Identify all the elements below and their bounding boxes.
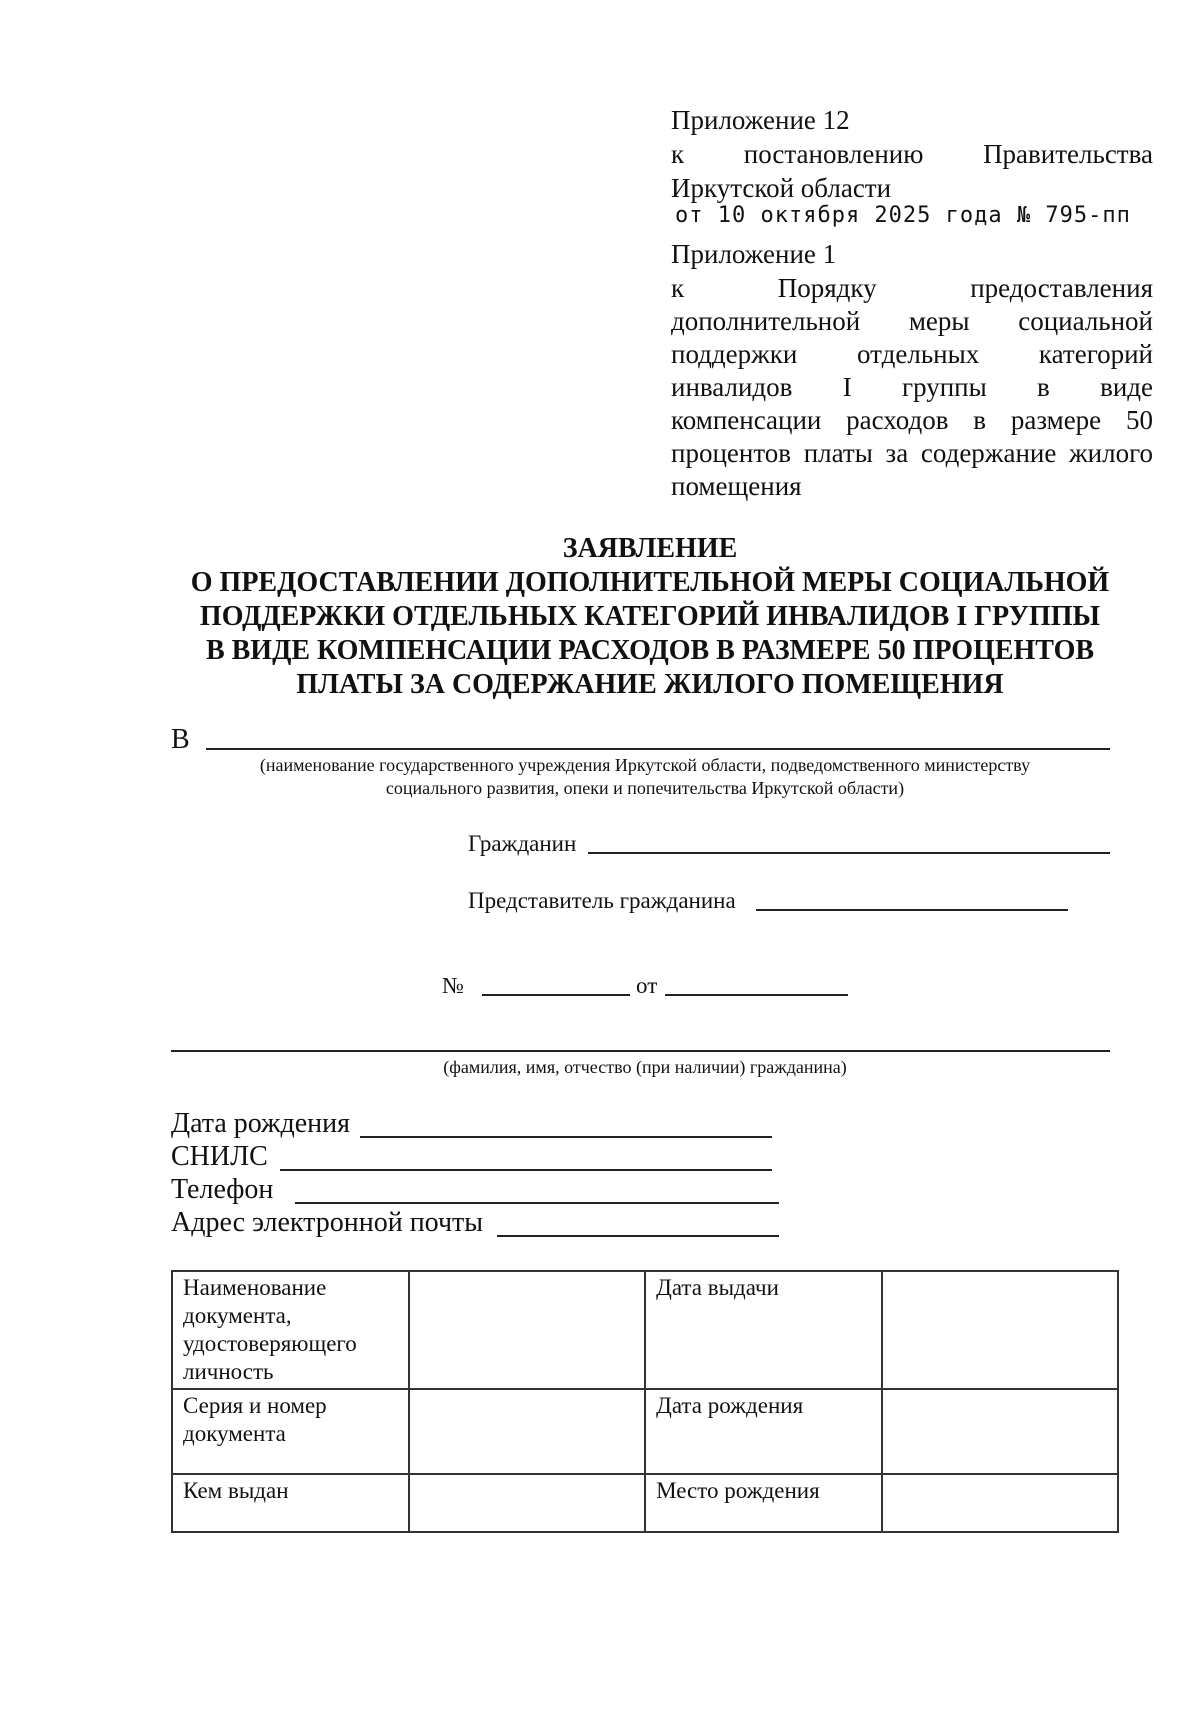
- document-title: [120, 532, 1180, 702]
- birth-date-input-line[interactable]: [360, 1136, 772, 1138]
- order-line-1: [671, 272, 1153, 304]
- order-line-4: инвалидов I группы в виде: [671, 372, 1153, 402]
- birth-place-label: Место рождения: [645, 1474, 882, 1532]
- appendix-1-label: Приложение 1: [671, 239, 837, 269]
- from-label: от: [636, 973, 658, 998]
- citizen-label: Гражданин: [468, 831, 577, 856]
- fio-hint: (фамилия, имя, отчество (при наличии) гражданина): [443, 1057, 847, 1077]
- title-line-4: В ВИДЕ КОМПЕНСАЦИИ РАСХОДОВ В РАЗМЕРЕ 50 ПРОЦЕНТОВ: [205, 635, 1095, 666]
- institution-hint-line-2: социального развития, опеки и попечительства Иркутской области): [385, 778, 905, 798]
- phone-label: Телефон: [171, 1174, 274, 1205]
- order-line-3: поддержки отдельных категорий: [671, 339, 1153, 369]
- table-birth-date-value-cell[interactable]: [882, 1389, 1118, 1474]
- birth-date-label: Дата рождения: [171, 1108, 350, 1139]
- institution-hint-line-1: (наименование государственного учреждения Иркутской области, подведомственного министерству: [259, 755, 1031, 775]
- representative-input-line[interactable]: [756, 909, 1068, 911]
- decree-date: от 10 октября 2025 года № 795-пп: [675, 203, 1131, 228]
- email-label: Адрес электронной почты: [171, 1207, 484, 1238]
- appendix-12-label: Приложение 12: [671, 105, 850, 135]
- order-word: Порядку: [777, 273, 877, 303]
- decree-word: постановлению: [743, 139, 924, 169]
- order-provision: предоставления: [970, 273, 1153, 303]
- order-k: к: [671, 273, 685, 303]
- issue-date-value-cell[interactable]: [882, 1271, 1118, 1389]
- table-birth-date-label: Дата рождения: [645, 1389, 882, 1474]
- decree-region: Иркутской области: [671, 173, 892, 203]
- table-row: [172, 1474, 1118, 1532]
- representative-label: Представитель гражданина: [468, 888, 736, 913]
- issue-date-label: Дата выдачи: [645, 1271, 882, 1389]
- snils-input-line[interactable]: [280, 1169, 772, 1171]
- doc-name-value-cell[interactable]: [409, 1271, 645, 1389]
- number-label: №: [442, 973, 464, 998]
- email-input-line[interactable]: [497, 1235, 779, 1237]
- snils-label: СНИЛС: [171, 1141, 268, 1172]
- doc-name-label: Наименование документа, удостоверяющего личность: [172, 1271, 409, 1389]
- issued-by-value-cell[interactable]: [409, 1474, 645, 1532]
- title-line-1: ЗАЯВЛЕНИЕ: [562, 533, 738, 564]
- institution-input-line[interactable]: [206, 748, 1110, 750]
- phone-input-line[interactable]: [295, 1202, 779, 1204]
- fio-input-line[interactable]: [171, 1050, 1110, 1052]
- to-label: В: [171, 724, 190, 755]
- decree-line-1: [671, 138, 1153, 170]
- order-line-7: помещения: [671, 471, 802, 501]
- series-number-value-cell[interactable]: [409, 1389, 645, 1474]
- series-number-label: Серия и номер документа: [172, 1389, 409, 1474]
- decree-government: Правительства: [983, 139, 1153, 169]
- title-line-3: ПОДДЕРЖКИ ОТДЕЛЬНЫХ КАТЕГОРИЙ ИНВАЛИДОВ I ГРУППЫ: [199, 601, 1101, 632]
- institution-hint: [171, 754, 1119, 800]
- order-line-5: компенсации расходов в размере 50: [671, 405, 1153, 435]
- identity-document-table: [171, 1270, 1119, 1533]
- decree-k: к: [671, 139, 685, 169]
- birth-place-value-cell[interactable]: [882, 1474, 1118, 1532]
- issued-by-label: Кем выдан: [172, 1474, 409, 1532]
- order-line-2: дополнительной меры социальной: [671, 306, 1153, 336]
- table-row: [172, 1389, 1118, 1474]
- title-line-5: ПЛАТЫ ЗА СОДЕРЖАНИЕ ЖИЛОГО ПОМЕЩЕНИЯ: [296, 669, 1004, 700]
- date-input-line[interactable]: [665, 994, 848, 996]
- citizen-input-line[interactable]: [588, 852, 1110, 854]
- number-input-line[interactable]: [482, 994, 630, 996]
- order-line-6: процентов платы за содержание жилого: [671, 438, 1153, 468]
- title-line-2: О ПРЕДОСТАВЛЕНИИ ДОПОЛНИТЕЛЬНОЙ МЕРЫ СОЦИАЛЬНОЙ: [190, 567, 1110, 598]
- table-row: [172, 1271, 1118, 1389]
